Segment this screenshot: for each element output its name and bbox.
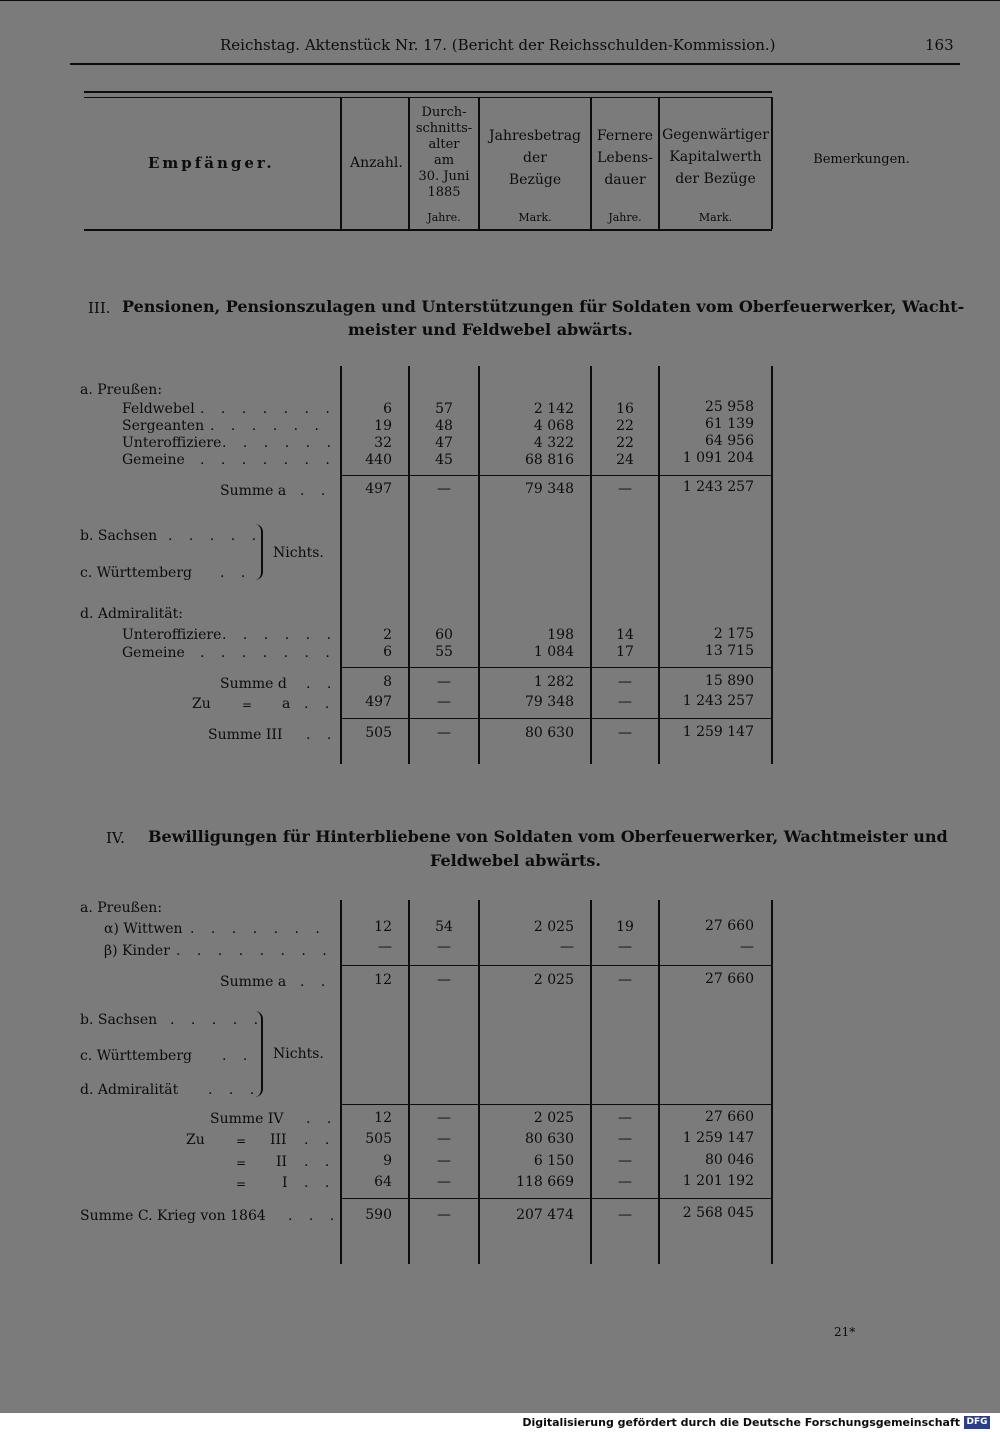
cell-capital: 61 139 [705, 416, 754, 432]
cell-capital: 1 243 257 [682, 693, 754, 709]
leader-dots: . . [304, 1132, 336, 1148]
cell-life: — [618, 1110, 632, 1126]
col-header-capital-unit: Mark. [698, 211, 733, 224]
leader-dots: . . [306, 1111, 338, 1127]
cell-capital: 27 660 [705, 918, 754, 934]
cell-capital: 1 243 257 [682, 479, 754, 495]
row-label: II [276, 1154, 288, 1170]
cell-life: — [618, 972, 632, 988]
leader-dots: . . [300, 974, 332, 990]
leader-dots: . . [306, 676, 338, 692]
cell-count: 505 [365, 725, 392, 741]
cell-age: 60 [435, 627, 453, 643]
cell-life: 22 [616, 435, 634, 451]
subtotal-rule [342, 667, 771, 668]
cell-count: 64 [374, 1174, 392, 1190]
row-label: Sergeanten [122, 418, 205, 434]
cell-count: 6 [383, 401, 392, 417]
cell-age: — [437, 1131, 451, 1147]
cell-annual: 6 150 [533, 1153, 574, 1169]
cell-life: — [618, 725, 632, 741]
leader-dots: . . [304, 696, 336, 712]
brace [255, 1011, 263, 1097]
cell-annual: 118 669 [516, 1174, 574, 1190]
cell-age: — [437, 694, 451, 710]
top-edge-rule [0, 0, 1000, 1]
row-label: Summe d [220, 676, 287, 692]
row-label: Gemeine [122, 645, 185, 661]
cell-life: 19 [616, 919, 634, 935]
col-header-count: Anzahl. [350, 155, 403, 171]
cell-count: 12 [374, 972, 392, 988]
leader-dots: . . . . . [168, 528, 263, 544]
cell-age: — [437, 939, 451, 955]
cell-count: — [378, 939, 392, 955]
cell-life: — [618, 1153, 632, 1169]
col-header-age: Durch- schnitts- alter am 30. Juni 1885 [415, 105, 473, 200]
cell-count: 440 [365, 452, 392, 468]
cell-age: 57 [435, 401, 453, 417]
col-header-age-unit: Jahre. [427, 211, 461, 224]
col-rule [340, 97, 342, 229]
row-label: β) Kinder [104, 943, 170, 959]
header-rule [70, 63, 960, 65]
section-3-nichts: Nichts. [273, 545, 324, 561]
row-label: I [282, 1175, 288, 1191]
section-4-d-label: d. Admiralität [80, 1082, 179, 1098]
section-4-nichts: Nichts. [273, 1046, 324, 1062]
cell-count: 2 [383, 627, 392, 643]
section-4-title-line2: Feldwebel abwärts. [430, 851, 601, 870]
page-number: 163 [925, 36, 954, 54]
cell-life: — [618, 481, 632, 497]
leader-dots: . . [220, 565, 252, 581]
cell-capital: 27 660 [705, 1109, 754, 1125]
leader-dots: . . . . . . . . [176, 943, 333, 959]
leader-dots: . . . . . . . [200, 401, 336, 417]
row-ditto-mark: = [236, 1134, 247, 1148]
cell-age: — [437, 1207, 451, 1223]
cell-annual: 2 025 [533, 919, 574, 935]
cell-age: 47 [435, 435, 453, 451]
cell-capital: 25 958 [705, 399, 754, 415]
cell-count: 19 [374, 418, 392, 434]
cell-capital: 2 568 045 [682, 1205, 754, 1221]
col-header-remarks: Bemerkungen. [813, 152, 910, 167]
cell-capital: 1 259 147 [682, 1130, 754, 1146]
col-header-capital: Gegenwärtiger Kapitalwerth der Bezüge [662, 127, 769, 187]
footer-bar [0, 1413, 1000, 1432]
row-label: Summe a [220, 974, 287, 990]
footer-text: Digitalisierung gefördert durch die Deutsche Forschungsgemeinschaft [522, 1416, 960, 1429]
section-4-a-label: a. Preußen: [80, 900, 163, 916]
cell-annual: 4 068 [533, 418, 574, 434]
cell-count: 9 [383, 1153, 392, 1169]
cell-age: 55 [435, 644, 453, 660]
cell-annual: 80 630 [525, 1131, 574, 1147]
cell-capital: 1 259 147 [682, 724, 754, 740]
col-header-annual: Jahresbetrag der Bezüge [488, 128, 581, 188]
cell-annual: 2 025 [533, 972, 574, 988]
cell-life: 17 [616, 644, 634, 660]
cell-count: 32 [374, 435, 392, 451]
section-3-a-label: a. Preußen: [80, 382, 163, 398]
cell-annual: 79 348 [525, 694, 574, 710]
running-title: Reichstag. Aktenstück Nr. 17. (Bericht der Reichsschulden-Kommission.) [220, 36, 776, 54]
leader-dots: . . . [288, 1208, 341, 1224]
leader-dots: . . . . . . [222, 627, 337, 643]
row-label: Unteroffiziere [122, 627, 222, 643]
dfg-logo-icon: DFG [964, 1416, 990, 1429]
row-label: III [270, 1132, 287, 1148]
cell-annual: 2 142 [533, 401, 574, 417]
cell-count: 8 [383, 674, 392, 690]
cell-life: 16 [616, 401, 634, 417]
cell-capital: 13 715 [705, 643, 754, 659]
cell-life: — [618, 1131, 632, 1147]
leader-dots: . . . . . . . [200, 452, 336, 468]
section-3-c-label: c. Württemberg [80, 565, 192, 581]
col-header-recipient: Empfänger. [148, 154, 275, 172]
cell-age: — [437, 972, 451, 988]
subtotal-rule [342, 965, 771, 966]
cell-age: — [437, 1110, 451, 1126]
cell-count: 497 [365, 694, 392, 710]
section-3-d-label: d. Admiralität: [80, 606, 183, 622]
cell-age: 48 [435, 418, 453, 434]
cell-annual: 1 084 [533, 644, 574, 660]
section-3-title-line1: Pensionen, Pensionszulagen und Unterstützungen für Soldaten vom Oberfeuerwerker, Wacht- [122, 297, 965, 316]
cell-annual: — [560, 939, 574, 955]
section-4-numeral: IV. [106, 829, 125, 847]
cell-life: — [618, 939, 632, 955]
cell-age: 54 [435, 919, 453, 935]
brace [255, 524, 263, 580]
leader-dots: . . [306, 727, 338, 743]
total-rule [342, 718, 771, 719]
cell-life: — [618, 694, 632, 710]
cell-capital: 27 660 [705, 971, 754, 987]
section-3-b-label: b. Sachsen [80, 528, 158, 544]
cell-capital: — [740, 939, 754, 955]
section-4-c-label: c. Württemberg [80, 1048, 192, 1064]
col-header-life: Fernere Lebens- dauer [596, 128, 654, 188]
cell-count: 12 [374, 1110, 392, 1126]
cell-capital: 1 091 204 [682, 450, 754, 466]
row-label: Gemeine [122, 452, 185, 468]
leader-dots: . . . . . . [222, 435, 337, 451]
row-ditto-mark: = [236, 1177, 247, 1191]
cell-life: — [618, 1174, 632, 1190]
cell-annual: 80 630 [525, 725, 574, 741]
row-label: Summe III [208, 727, 283, 743]
cell-capital: 15 890 [705, 673, 754, 689]
row-label: Summe a [220, 483, 287, 499]
row-label: a [282, 696, 291, 712]
cell-life: 22 [616, 418, 634, 434]
table-header-bottom-rule [84, 229, 772, 231]
section-4-b-label: b. Sachsen [80, 1012, 158, 1028]
cell-life: 14 [616, 627, 634, 643]
cell-annual: 79 348 [525, 481, 574, 497]
cell-count: 12 [374, 919, 392, 935]
subtotal-rule [342, 475, 771, 476]
leader-dots: . . . . . . . [190, 921, 326, 937]
section-4-title-line1: Bewilligungen für Hinterbliebene von Soldaten vom Oberfeuerwerker, Wachtmeister und [148, 827, 948, 846]
cell-life: 24 [616, 452, 634, 468]
section-3-numeral: III. [88, 299, 111, 317]
leader-dots: . . . . . [170, 1012, 265, 1028]
col-header-life-unit: Jahre. [608, 211, 642, 224]
row-label: Feldwebel [122, 401, 195, 417]
leader-dots: . . . . . . [210, 418, 325, 434]
cell-capital: 80 046 [705, 1152, 754, 1168]
cell-life: — [618, 674, 632, 690]
row-label: Summe C. Krieg von 1864 [80, 1208, 266, 1224]
cell-count: 6 [383, 644, 392, 660]
cell-age: — [437, 481, 451, 497]
cell-annual: 2 025 [533, 1110, 574, 1126]
col-header-annual-unit: Mark. [518, 211, 552, 224]
row-ditto-mark: = [242, 698, 253, 712]
subtotal-rule [342, 1104, 771, 1105]
cell-annual: 198 [547, 627, 574, 643]
leader-dots: . . . [208, 1082, 261, 1098]
row-label: Summe IV [210, 1111, 284, 1127]
cell-age: — [437, 1153, 451, 1169]
cell-age: — [437, 674, 451, 690]
leader-dots: . . [300, 483, 332, 499]
page-signature-mark: 21* [834, 1325, 856, 1339]
table-top-rule-2 [84, 97, 772, 98]
cell-capital: 64 956 [705, 433, 754, 449]
cell-annual: 68 816 [525, 452, 574, 468]
cell-age: 45 [435, 452, 453, 468]
section-3-title-line2: meister und Feldwebel abwärts. [348, 320, 633, 339]
cell-annual: 1 282 [533, 674, 574, 690]
leader-dots: . . [304, 1175, 336, 1191]
cell-annual: 4 322 [533, 435, 574, 451]
row-ditto-mark: = [236, 1156, 247, 1170]
leader-dots: . . [304, 1154, 336, 1170]
leader-dots: . . [222, 1048, 254, 1064]
cell-annual: 207 474 [516, 1207, 574, 1223]
col-rule [771, 366, 773, 764]
cell-life: — [618, 1207, 632, 1223]
col-rule [771, 900, 773, 1264]
total-rule [342, 1198, 771, 1199]
cell-age: — [437, 725, 451, 741]
leader-dots: . . . . . . . [200, 645, 336, 661]
cell-count: 590 [365, 1207, 392, 1223]
cell-capital: 1 201 192 [682, 1173, 754, 1189]
row-label: Unteroffiziere [122, 435, 222, 451]
cell-count: 505 [365, 1131, 392, 1147]
cell-count: 497 [365, 481, 392, 497]
row-label: α) Wittwen [104, 921, 183, 937]
cell-age: — [437, 1174, 451, 1190]
cell-capital: 2 175 [713, 626, 754, 642]
row-label-zu: Zu [186, 1132, 205, 1148]
table-top-rule [84, 91, 772, 93]
row-label-zu: Zu [192, 696, 211, 712]
